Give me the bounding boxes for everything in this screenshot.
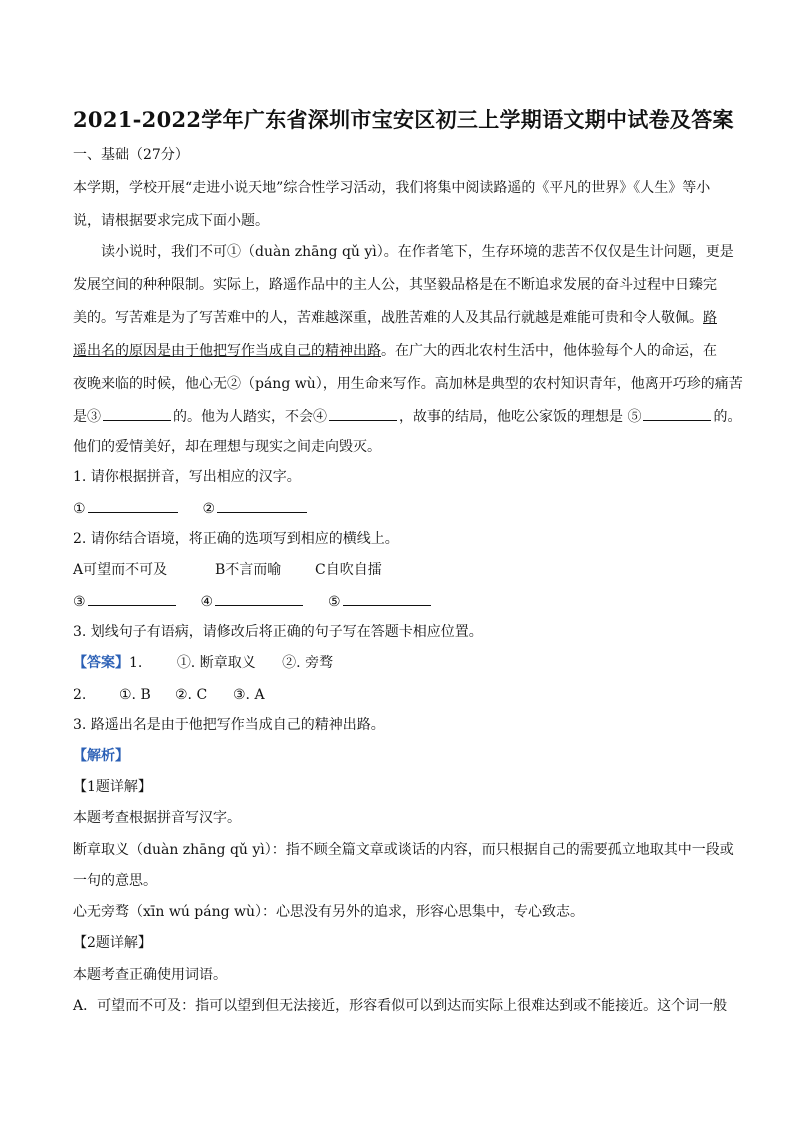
passage-line <box>73 406 741 427</box>
intro-line: 本学期，学校开展“走进小说天地”综合性学习活动，我们将集中阅读路遥的《平凡的世界》《人生》等小 <box>73 180 711 196</box>
answer-blank-1 <box>88 498 178 513</box>
answer-item: ①. 断章取义 <box>176 655 256 671</box>
answer-item: ②. C <box>175 687 208 703</box>
question-2-blanks <box>73 591 433 612</box>
answer-label: 【答案】 <box>73 655 129 671</box>
blank-label: ③ <box>73 594 86 610</box>
passage-text: 美的。写苦难是为了写苦难中的人，苦难越深重，战胜苦难的人及其品行就越是难能可贵和令人敬佩。 <box>73 310 703 326</box>
blank-label: ⑤ <box>327 594 341 610</box>
answer-line-1 <box>73 653 333 673</box>
intro-line: 说，请根据要求完成下面小题。 <box>73 213 269 229</box>
blank-4 <box>329 406 397 421</box>
blank-label: ② <box>202 501 216 517</box>
analysis-line: 断章取义（duàn zhāng qǔ yì）：指不顾全篇文章或谈话的内容，而只根据自己的需要孤立地取其中一段或 <box>73 842 734 858</box>
answer-item: ②. 旁骛 <box>282 655 334 671</box>
option-a: A可望而不可及 <box>73 562 168 578</box>
blank-label: 是③ <box>73 409 101 425</box>
underlined-sentence: 遥出名的原因是由于他把写作当成自己的精神出路 <box>73 343 381 359</box>
answer-blank-4 <box>215 591 303 606</box>
option-b: B不言而喻 <box>215 562 282 578</box>
passage-text: ，故事的结局，他吃公家饭的理想是 ⑤ <box>399 409 642 425</box>
answer-blank-2 <box>217 498 307 513</box>
option-c: C自吹自擂 <box>315 562 382 578</box>
detail-heading: 【2题详解】 <box>73 935 152 951</box>
blank-5 <box>643 406 711 421</box>
analysis-label: 【解析】 <box>73 748 129 764</box>
question-3: 3. 划线句子有语病，请修改后将正确的句子写在答题卡相应位置。 <box>73 624 483 640</box>
underlined-sentence: 路 <box>703 310 717 326</box>
question-1-blanks <box>73 498 309 519</box>
question-1: 1. 请你根据拼音，写出相应的汉字。 <box>73 469 301 485</box>
passage-line: 读小说时，我们不可①（duàn zhāng qǔ yì）。在作者笔下，生存环境的悲苦不仅仅是生计问题，更是 <box>101 244 734 260</box>
answer-number: 2. <box>73 687 87 703</box>
document-title: 2021-2022学年广东省深圳市宝安区初三上学期语文期中试卷及答案 <box>73 107 734 132</box>
passage-line <box>73 341 717 361</box>
analysis-line: 心无旁骛（xīn wú páng wù）：心思没有另外的追求，形容心思集中，专心致志。 <box>73 904 585 920</box>
answer-line-3: 3. 路遥出名是由于他把写作当成自己的精神出路。 <box>73 717 385 733</box>
analysis-line: 本题考查正确使用词语。 <box>73 967 227 983</box>
passage-line: 夜晚来临的时候，他心无②（páng wù），用生命来写作。高加林是典型的农村知识青年，他离开巧珍的痛苦 <box>73 376 743 392</box>
question-2: 2. 请你结合语境，将正确的选项写到相应的横线上。 <box>73 531 399 547</box>
answer-item: ①. B <box>119 687 151 703</box>
detail-heading: 【1题详解】 <box>73 779 152 795</box>
answer-item: ③. A <box>233 687 265 703</box>
question-2-options <box>73 560 382 580</box>
analysis-line: 一句的意思。 <box>73 873 157 889</box>
answer-line-2 <box>73 685 265 705</box>
passage-line: 发展空间的种种限制。实际上，路遥作品中的主人公，其坚毅品格是在不断追求发展的奋斗过程中日臻完 <box>73 277 717 293</box>
answer-blank-3 <box>88 591 176 606</box>
answer-blank-5 <box>343 591 431 606</box>
passage-text: 。在广大的西北农村生活中，他体验每个人的命运，在 <box>381 343 717 359</box>
section-heading: 一、基础（27分） <box>73 147 189 163</box>
passage-text: 的。他为人踏实，不会④ <box>173 409 327 425</box>
blank-label: ④ <box>200 594 214 610</box>
analysis-line: A．可望而不可及：指可以望到但无法接近，形容看似可以到达而实际上很难达到或不能接近。这个词一般 <box>73 998 728 1014</box>
answer-number: 1. <box>129 655 143 671</box>
passage-line <box>73 308 717 328</box>
passage-line: 他们的爱情美好，却在理想与现实之间走向毁灭。 <box>73 439 381 455</box>
analysis-line: 本题考查根据拼音写汉字。 <box>73 810 241 826</box>
blank-label: ① <box>73 501 86 517</box>
passage-text: 的。 <box>713 409 742 425</box>
blank-3 <box>103 406 171 421</box>
